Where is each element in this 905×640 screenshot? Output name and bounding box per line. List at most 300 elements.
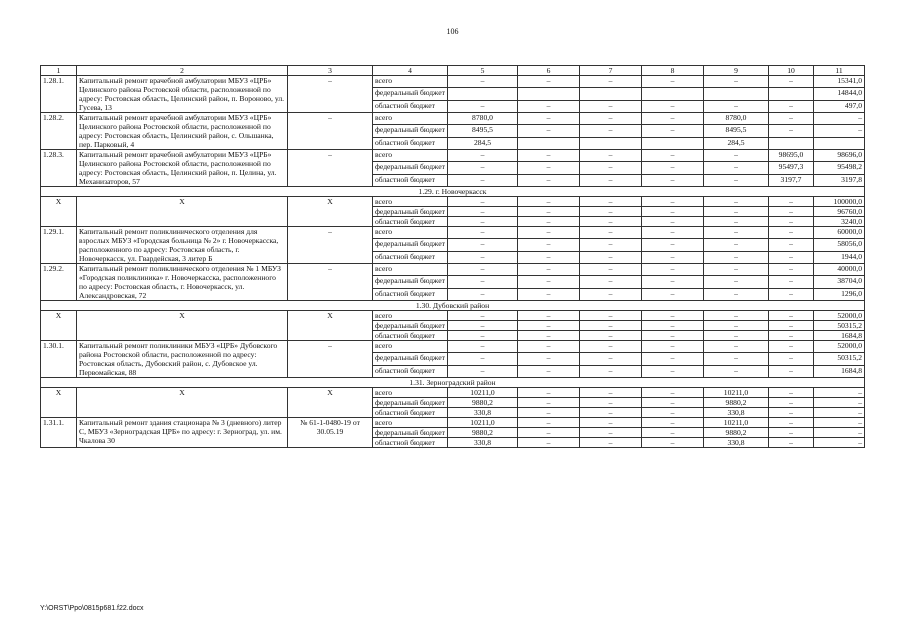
row-doc: –: [288, 113, 373, 150]
value-cell: –: [448, 174, 518, 186]
value-cell: –: [642, 113, 704, 125]
row-doc: X: [288, 197, 373, 227]
row-id: 1.30.1.: [41, 341, 77, 378]
value-cell: –: [518, 321, 580, 331]
value-cell: –: [580, 100, 642, 112]
funding-source: всего: [373, 113, 448, 125]
value-cell: 50315,2: [814, 321, 865, 331]
value-cell: –: [448, 311, 518, 321]
value-cell: –: [704, 100, 769, 112]
header-cell: 2: [77, 66, 288, 76]
value-cell: –: [642, 428, 704, 438]
value-cell: –: [769, 365, 814, 377]
value-cell: –: [814, 125, 865, 137]
table-row: [41, 76, 865, 88]
funding-source: областной бюджет: [373, 137, 448, 149]
row-doc: № 61-1-0480-19 от 30.05.19: [288, 418, 373, 448]
value-cell: [769, 137, 814, 149]
value-cell: –: [518, 331, 580, 341]
header-cell: 10: [769, 66, 814, 76]
value-cell: –: [769, 264, 814, 276]
value-cell: –: [448, 162, 518, 174]
value-cell: 10211,0: [704, 388, 769, 398]
value-cell: –: [518, 150, 580, 162]
value-cell: 8780,0: [704, 113, 769, 125]
value-cell: –: [580, 321, 642, 331]
value-cell: –: [642, 321, 704, 331]
row-name: Капитальный ремонт поликлинического отделения для взрослых МБУЗ «Городская больница № 2» г. Новочеркасска, расположенного по адресу: Ростовская область, г. Новочеркасск, ул. Гвардейская, 3 литер Б: [77, 227, 288, 264]
value-cell: 58056,0: [814, 239, 865, 251]
funding-source: областной бюджет: [373, 288, 448, 300]
value-cell: –: [642, 100, 704, 112]
funding-source: областной бюджет: [373, 408, 448, 418]
value-cell: –: [518, 76, 580, 88]
value-cell: 10211,0: [448, 388, 518, 398]
value-cell: –: [448, 251, 518, 263]
value-cell: –: [769, 438, 814, 448]
value-cell: –: [769, 239, 814, 251]
value-cell: –: [448, 353, 518, 365]
header-cell: 7: [580, 66, 642, 76]
value-cell: –: [642, 276, 704, 288]
table-row: [41, 264, 865, 276]
funding-source: всего: [373, 341, 448, 353]
section-title: 1.30. Дубовский район: [41, 301, 865, 311]
value-cell: –: [769, 100, 814, 112]
value-cell: 9880,2: [448, 428, 518, 438]
table-row: [41, 227, 865, 239]
header-cell: 9: [704, 66, 769, 76]
value-cell: –: [642, 331, 704, 341]
value-cell: –: [769, 388, 814, 398]
row-id: 1.29.2.: [41, 264, 77, 301]
value-cell: –: [769, 227, 814, 239]
value-cell: 330,8: [704, 438, 769, 448]
value-cell: –: [580, 388, 642, 398]
value-cell: –: [518, 227, 580, 239]
value-cell: –: [518, 100, 580, 112]
row-name: Капитальный ремонт здания стационара № 3 (дневного) литер С, МБУЗ «Зерноградская ЦРБ» по адресу: г. Зерноград, ул. им. Чкалова 30: [77, 418, 288, 448]
table-row: [41, 418, 865, 428]
value-cell: 40000,0: [814, 264, 865, 276]
value-cell: –: [704, 331, 769, 341]
value-cell: [642, 88, 704, 100]
row-id: 1.29.1.: [41, 227, 77, 264]
row-name: Капитальный ремонт врачебной амбулатории МБУЗ «ЦРБ» Целинского района Ростовской области, расположенной по адресу: Ростовская область, Целинский район, с. Ольшанка, пер. Парковый, 4: [77, 113, 288, 150]
value-cell: –: [814, 408, 865, 418]
value-cell: [580, 88, 642, 100]
funding-source: федеральный бюджет: [373, 88, 448, 100]
value-cell: –: [580, 353, 642, 365]
value-cell: –: [580, 264, 642, 276]
value-cell: –: [769, 321, 814, 331]
funding-source: федеральный бюджет: [373, 239, 448, 251]
row-name: X: [77, 388, 288, 418]
header-cell: 6: [518, 66, 580, 76]
funding-source: областной бюджет: [373, 174, 448, 186]
funding-source: всего: [373, 150, 448, 162]
value-cell: [580, 137, 642, 149]
value-cell: 3197,7: [769, 174, 814, 186]
value-cell: –: [518, 217, 580, 227]
value-cell: 8495,5: [448, 125, 518, 137]
value-cell: –: [580, 288, 642, 300]
value-cell: –: [814, 418, 865, 428]
value-cell: –: [448, 150, 518, 162]
budget-table: [40, 65, 865, 448]
value-cell: –: [580, 217, 642, 227]
value-cell: –: [518, 174, 580, 186]
value-cell: –: [769, 207, 814, 217]
value-cell: –: [769, 288, 814, 300]
value-cell: 52000,0: [814, 311, 865, 321]
value-cell: 330,8: [704, 408, 769, 418]
value-cell: –: [704, 353, 769, 365]
header-cell: 11: [814, 66, 865, 76]
value-cell: –: [814, 388, 865, 398]
header-cell: 3: [288, 66, 373, 76]
value-cell: –: [448, 321, 518, 331]
header-cell: 8: [642, 66, 704, 76]
value-cell: –: [704, 162, 769, 174]
value-cell: –: [448, 331, 518, 341]
value-cell: –: [769, 418, 814, 428]
value-cell: 15341,0: [814, 76, 865, 88]
value-cell: [448, 88, 518, 100]
funding-source: областной бюджет: [373, 438, 448, 448]
value-cell: 3197,8: [814, 174, 865, 186]
value-cell: –: [580, 197, 642, 207]
value-cell: 284,5: [448, 137, 518, 149]
value-cell: 9880,2: [704, 428, 769, 438]
value-cell: –: [814, 438, 865, 448]
funding-source: федеральный бюджет: [373, 162, 448, 174]
value-cell: 60000,0: [814, 227, 865, 239]
row-name: Капитальный ремонт поликлиники МБУЗ «ЦРБ» Дубовского района Ростовской области, расположенной по адресу: Ростовская область, Дубовский район, с. Дубовское ул. Первомайская, 88: [77, 341, 288, 378]
funding-source: всего: [373, 311, 448, 321]
value-cell: –: [704, 341, 769, 353]
value-cell: 330,8: [448, 438, 518, 448]
value-cell: 38704,0: [814, 276, 865, 288]
value-cell: –: [580, 438, 642, 448]
value-cell: –: [580, 113, 642, 125]
value-cell: –: [769, 125, 814, 137]
value-cell: 52000,0: [814, 341, 865, 353]
funding-source: всего: [373, 197, 448, 207]
value-cell: 95498,2: [814, 162, 865, 174]
value-cell: 3240,0: [814, 217, 865, 227]
value-cell: –: [580, 276, 642, 288]
table-row: [41, 113, 865, 125]
value-cell: –: [769, 398, 814, 408]
row-id: 1.31.1.: [41, 418, 77, 448]
table-header-row: [41, 66, 865, 76]
value-cell: 14844,0: [814, 88, 865, 100]
value-cell: 100000,0: [814, 197, 865, 207]
value-cell: –: [704, 311, 769, 321]
value-cell: –: [448, 227, 518, 239]
header-cell: 1: [41, 66, 77, 76]
value-cell: –: [642, 264, 704, 276]
value-cell: –: [580, 125, 642, 137]
value-cell: –: [518, 388, 580, 398]
row-name: Капитальный ремонт поликлинического отделения № 1 МБУЗ «Городская поликлиника» г. Новочеркасска, расположенного по адресу: Ростовская область, г. Новочеркасск, ул. Александровская, 72: [77, 264, 288, 301]
funding-source: областной бюджет: [373, 331, 448, 341]
value-cell: –: [704, 251, 769, 263]
value-cell: –: [769, 353, 814, 365]
value-cell: –: [518, 398, 580, 408]
value-cell: –: [518, 311, 580, 321]
value-cell: –: [642, 408, 704, 418]
row-id: 1.28.2.: [41, 113, 77, 150]
value-cell: –: [580, 150, 642, 162]
value-cell: –: [448, 197, 518, 207]
value-cell: –: [518, 113, 580, 125]
row-name: X: [77, 311, 288, 341]
value-cell: –: [518, 408, 580, 418]
value-cell: 50315,2: [814, 353, 865, 365]
value-cell: 9880,2: [704, 398, 769, 408]
value-cell: –: [642, 251, 704, 263]
funding-source: федеральный бюджет: [373, 207, 448, 217]
value-cell: –: [769, 113, 814, 125]
value-cell: 497,0: [814, 100, 865, 112]
value-cell: –: [704, 197, 769, 207]
value-cell: –: [580, 251, 642, 263]
row-name: X: [77, 197, 288, 227]
value-cell: –: [518, 162, 580, 174]
value-cell: 8780,0: [448, 113, 518, 125]
row-id: 1.28.3.: [41, 150, 77, 187]
value-cell: –: [769, 331, 814, 341]
value-cell: –: [642, 207, 704, 217]
value-cell: –: [518, 353, 580, 365]
section-row: [41, 378, 865, 388]
funding-source: федеральный бюджет: [373, 398, 448, 408]
value-cell: –: [769, 217, 814, 227]
value-cell: 284,5: [704, 137, 769, 149]
header-cell: 4: [373, 66, 448, 76]
value-cell: –: [518, 428, 580, 438]
value-cell: –: [642, 162, 704, 174]
footer-file-path: Y:\ORST\Ppo\0815p681.f22.docx: [40, 605, 144, 612]
value-cell: –: [580, 311, 642, 321]
value-cell: –: [448, 239, 518, 251]
row-doc: –: [288, 76, 373, 113]
row-doc: –: [288, 341, 373, 378]
value-cell: –: [704, 150, 769, 162]
value-cell: –: [448, 76, 518, 88]
value-cell: –: [642, 311, 704, 321]
value-cell: –: [580, 162, 642, 174]
value-cell: –: [642, 197, 704, 207]
value-cell: –: [814, 398, 865, 408]
value-cell: –: [448, 264, 518, 276]
section-row: [41, 187, 865, 197]
funding-source: федеральный бюджет: [373, 428, 448, 438]
value-cell: –: [580, 174, 642, 186]
value-cell: –: [448, 276, 518, 288]
value-cell: –: [769, 428, 814, 438]
value-cell: –: [642, 76, 704, 88]
header-cell: 5: [448, 66, 518, 76]
value-cell: –: [448, 288, 518, 300]
value-cell: –: [580, 227, 642, 239]
value-cell: 1944,0: [814, 251, 865, 263]
row-doc: X: [288, 388, 373, 418]
value-cell: –: [769, 341, 814, 353]
value-cell: –: [518, 207, 580, 217]
value-cell: –: [518, 438, 580, 448]
row-name: Капитальный ремонт врачебной амбулатории МБУЗ «ЦРБ» Целинского района Ростовской области, расположенной по адресу: Ростовская область, Целинский район, п. Вороново, ул. Гусева, 13: [77, 76, 288, 113]
value-cell: –: [704, 239, 769, 251]
value-cell: 98695,0: [769, 150, 814, 162]
value-cell: –: [642, 125, 704, 137]
value-cell: [518, 88, 580, 100]
value-cell: –: [518, 341, 580, 353]
funding-source: всего: [373, 264, 448, 276]
value-cell: –: [642, 227, 704, 239]
value-cell: –: [704, 227, 769, 239]
value-cell: –: [704, 264, 769, 276]
value-cell: –: [580, 239, 642, 251]
value-cell: –: [642, 217, 704, 227]
funding-source: всего: [373, 388, 448, 398]
table-row: [41, 341, 865, 353]
value-cell: –: [704, 174, 769, 186]
value-cell: –: [642, 239, 704, 251]
value-cell: 8495,5: [704, 125, 769, 137]
value-cell: –: [518, 251, 580, 263]
section-title: 1.29. г. Новочеркасск: [41, 187, 865, 197]
value-cell: 1684,8: [814, 331, 865, 341]
funding-source: областной бюджет: [373, 365, 448, 377]
funding-source: федеральный бюджет: [373, 276, 448, 288]
value-cell: –: [704, 76, 769, 88]
row-id: 1.28.1.: [41, 76, 77, 113]
table-row: [41, 311, 865, 321]
row-doc: –: [288, 227, 373, 264]
value-cell: –: [580, 408, 642, 418]
value-cell: –: [814, 428, 865, 438]
value-cell: –: [642, 150, 704, 162]
value-cell: –: [518, 264, 580, 276]
value-cell: –: [642, 288, 704, 300]
table-body: [41, 66, 865, 448]
value-cell: –: [448, 341, 518, 353]
value-cell: –: [580, 398, 642, 408]
row-doc: –: [288, 264, 373, 301]
value-cell: –: [518, 418, 580, 428]
value-cell: –: [769, 251, 814, 263]
value-cell: –: [704, 288, 769, 300]
value-cell: [518, 137, 580, 149]
value-cell: –: [642, 341, 704, 353]
funding-source: федеральный бюджет: [373, 125, 448, 137]
value-cell: 1684,8: [814, 365, 865, 377]
section-row: [41, 301, 865, 311]
funding-source: федеральный бюджет: [373, 321, 448, 331]
value-cell: –: [448, 217, 518, 227]
row-name: Капитальный ремонт врачебной амбулатории МБУЗ «ЦРБ» Целинского района Ростовской области, расположенной по адресу: Ростовская область, Целинский район, п. Целина, ул. Механизаторов, 57: [77, 150, 288, 187]
funding-source: всего: [373, 418, 448, 428]
value-cell: –: [642, 174, 704, 186]
value-cell: –: [769, 311, 814, 321]
funding-source: всего: [373, 76, 448, 88]
funding-source: областной бюджет: [373, 100, 448, 112]
value-cell: 10211,0: [448, 418, 518, 428]
value-cell: –: [580, 428, 642, 438]
value-cell: 95497,3: [769, 162, 814, 174]
section-title: 1.31. Зерноградский район: [41, 378, 865, 388]
value-cell: 10211,0: [704, 418, 769, 428]
value-cell: –: [814, 113, 865, 125]
value-cell: –: [518, 125, 580, 137]
row-id: X: [41, 197, 77, 227]
value-cell: –: [704, 276, 769, 288]
value-cell: –: [580, 418, 642, 428]
page-number: 106: [446, 27, 459, 36]
row-doc: –: [288, 150, 373, 187]
value-cell: 98696,0: [814, 150, 865, 162]
funding-source: федеральный бюджет: [373, 353, 448, 365]
value-cell: –: [518, 239, 580, 251]
value-cell: –: [580, 76, 642, 88]
value-cell: –: [769, 76, 814, 88]
value-cell: –: [448, 207, 518, 217]
row-id: X: [41, 388, 77, 418]
value-cell: –: [704, 217, 769, 227]
value-cell: –: [580, 341, 642, 353]
table-row: [41, 150, 865, 162]
value-cell: –: [518, 197, 580, 207]
value-cell: [704, 88, 769, 100]
value-cell: –: [580, 331, 642, 341]
value-cell: –: [769, 197, 814, 207]
value-cell: –: [448, 100, 518, 112]
row-id: X: [41, 311, 77, 341]
value-cell: –: [518, 276, 580, 288]
value-cell: –: [642, 388, 704, 398]
value-cell: –: [580, 207, 642, 217]
row-doc: X: [288, 311, 373, 341]
value-cell: 1296,0: [814, 288, 865, 300]
value-cell: –: [642, 438, 704, 448]
table-row: [41, 388, 865, 398]
value-cell: –: [769, 408, 814, 418]
value-cell: –: [769, 276, 814, 288]
funding-source: всего: [373, 227, 448, 239]
value-cell: –: [448, 365, 518, 377]
value-cell: [642, 137, 704, 149]
funding-source: областной бюджет: [373, 251, 448, 263]
value-cell: [814, 137, 865, 149]
value-cell: –: [704, 365, 769, 377]
value-cell: –: [642, 398, 704, 408]
value-cell: –: [704, 321, 769, 331]
value-cell: 96760,0: [814, 207, 865, 217]
value-cell: –: [580, 365, 642, 377]
value-cell: [769, 88, 814, 100]
table-row: [41, 197, 865, 207]
value-cell: –: [642, 418, 704, 428]
value-cell: –: [518, 288, 580, 300]
value-cell: 330,8: [448, 408, 518, 418]
value-cell: –: [642, 353, 704, 365]
value-cell: –: [642, 365, 704, 377]
value-cell: 9880,2: [448, 398, 518, 408]
value-cell: –: [518, 365, 580, 377]
